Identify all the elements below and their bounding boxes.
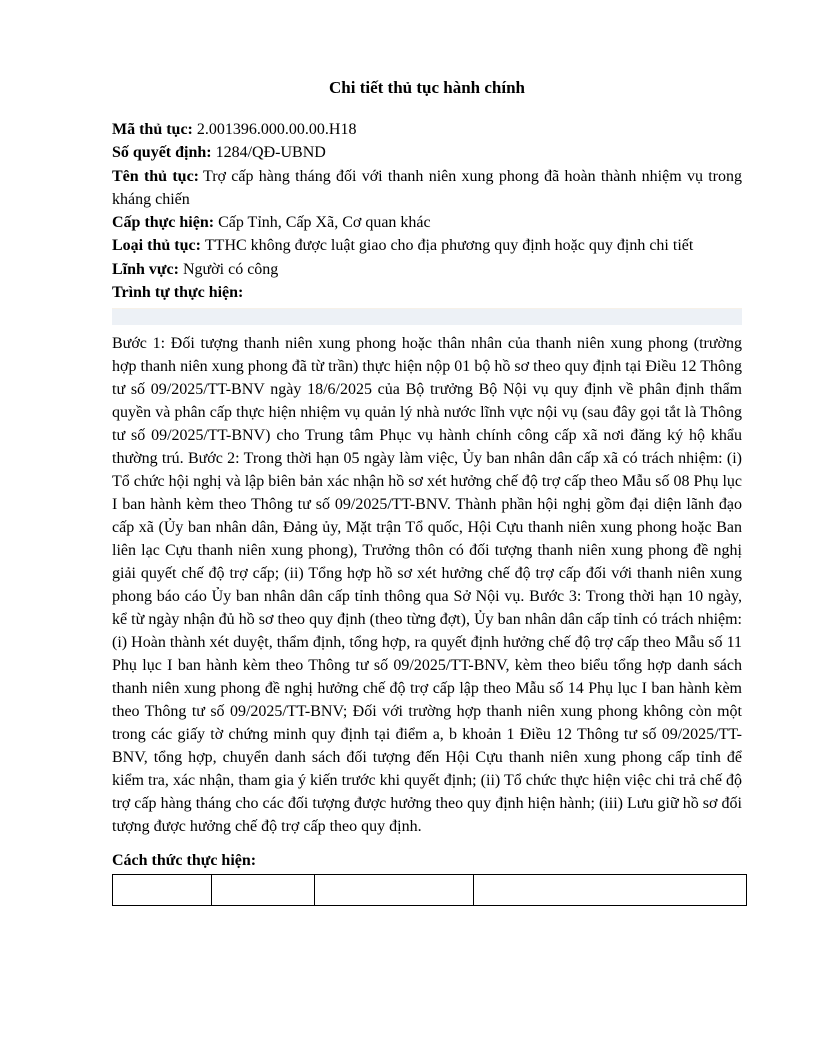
page-title: Chi tiết thủ tục hành chính [328, 78, 526, 97]
field-decision-number [112, 141, 742, 164]
table-cell-1 [113, 875, 212, 906]
table-cell-2 [212, 875, 315, 906]
field-sequence-heading [112, 281, 742, 304]
procedure-steps-paragraph: Bước 1: Đối tượng thanh niên xung phong hoặc thân nhân của thanh niên xung phong (trường hợp thanh niên xung phong đã từ trần) thực hiện nộp 01 bộ hồ sơ theo quy định tại Điều 12 Thông tư số 09/2025/TT-BNV ngày 18/6/2025 của Bộ trưởng Bộ Nội vụ quy định về phân định thẩm quyền và phân cấp thực hiện nhiệm vụ quản lý nhà nước lĩnh vực nội vụ (sau đây gọi tắt là Thông tư số 09/2025/TT-BNV) cho Trung tâm Phục vụ hành chính công cấp xã nơi đăng ký hộ khẩu thường trú. Bước 2: Trong thời hạn 05 ngày làm việc, Ủy ban nhân dân cấp xã có trách nhiệm: (i) Tổ chức hội nghị và lập biên bản xác nhận hồ sơ xét hưởng chế độ trợ cấp theo Mẫu số 08 Phụ lục I ban hành kèm theo Thông tư số 09/2025/TT-BNV. Thành phần hội nghị gồm đại diện lãnh đạo cấp xã (Ủy ban nhân dân, Đảng ủy, Mặt trận Tổ quốc, Hội Cựu thanh niên xung phong hoặc Ban liên lạc Cựu thanh niên xung phong), Trưởng thôn có đối tượng thanh niên xung phong đề nghị giải quyết chế độ trợ cấp; (ii) Tổng hợp hồ sơ xét hưởng chế độ trợ cấp đối với thanh niên xung phong báo cáo Ủy ban nhân dân cấp tỉnh thông qua Sở Nội vụ. Bước 3: Trong thời hạn 10 ngày, kể từ ngày nhận đủ hồ sơ theo quy định (theo từng đợt), Ủy ban nhân dân cấp tỉnh có trách nhiệm: (i) Hoàn thành xét duyệt, thẩm định, tổng hợp, ra quyết định hưởng chế độ trợ cấp theo Mẫu số 11 Phụ lục I ban hành kèm theo Thông tư số 09/2025/TT-BNV, kèm theo biểu tổng hợp danh sách thanh niên xung phong đề nghị hưởng chế độ trợ cấp lập theo Mẫu số 14 Phụ lục I ban hành kèm theo Thông tư số 09/2025/TT-BNV; Đối với trường hợp thanh niên xung phong không còn một trong các giấy tờ chứng minh quy định tại điểm a, b khoản 1 Điều 12 Thông tư số 09/2025/TT-BNV, tổng hợp, chuyển danh sách đối tượng đến Hội Cựu thanh niên xung phong cấp tỉnh để kiểm tra, xác nhận, tham gia ý kiến trước khi quyết định; (ii) Tổ chức thực hiện việc chi trả chế độ trợ cấp hàng tháng cho các đối tượng được hưởng theo quy định hiện hành; (iii) Lưu giữ hồ sơ đối tượng được hưởng chế độ trợ cấp theo quy định. [112, 335, 742, 836]
field-value: Cấp Tỉnh, Cấp Xã, Cơ quan khác [218, 214, 431, 232]
field-value: 1284/QĐ-UBND [215, 144, 326, 162]
document-content [112, 0, 742, 906]
highlight-bar [112, 308, 742, 325]
field-value: Người có công [182, 260, 279, 278]
field-label: Lĩnh vực: [112, 260, 179, 278]
field-label: Tên thủ tục: [112, 167, 200, 185]
table-cell-3 [315, 875, 474, 906]
field-label: Cấp thực hiện: [112, 214, 215, 232]
field-value: 2.001396.000.00.00.H18 [196, 121, 357, 138]
field-value: TTHC không được luật giao cho địa phương quy định hoặc quy định chi tiết [204, 237, 694, 255]
metadata-fields [112, 118, 742, 304]
table-cell-4 [474, 875, 747, 906]
field-label: Trình tự thực hiện: [112, 284, 244, 302]
field-procedure-type [112, 234, 742, 257]
field-label: Loại thủ tục: [112, 237, 201, 255]
field-label: Mã thủ tục: [112, 121, 193, 138]
method-section-heading: Cách thức thực hiện: [112, 852, 257, 870]
field-procedure-name [112, 165, 742, 212]
table-row [113, 875, 747, 906]
method-table [112, 874, 747, 906]
field-implementation-level [112, 211, 742, 234]
field-value: Trợ cấp hàng tháng đối với thanh niên xung phong đã hoàn thành nhiệm vụ trong kháng chiến [112, 167, 743, 208]
field-procedure-code [112, 118, 742, 141]
field-domain [112, 258, 742, 281]
field-label: Số quyết định: [112, 144, 212, 162]
